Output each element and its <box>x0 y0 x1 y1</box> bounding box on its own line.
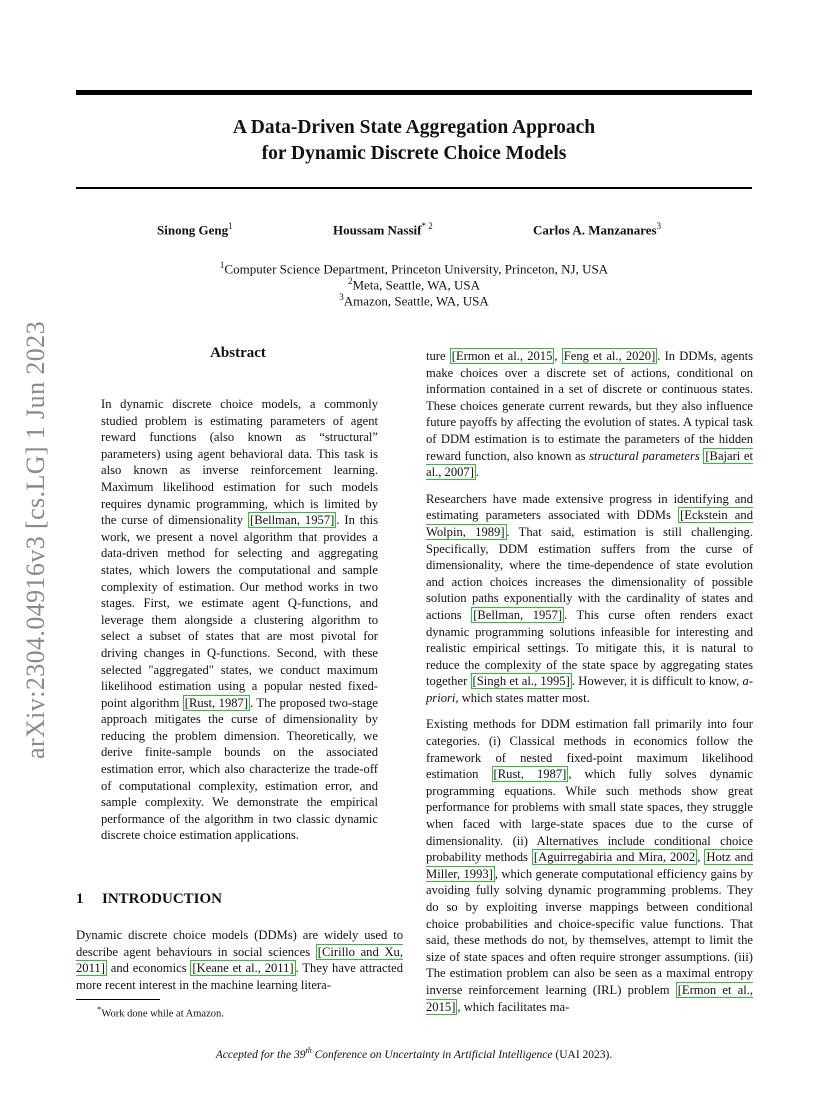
arxiv-identifier[interactable]: arXiv:2304.04916v3 [cs.LG] 1 Jun 2023 <box>21 321 50 759</box>
affiliation-3: $^3$Amazon, Seattle, WA, USA <box>339 292 489 309</box>
citation-link[interactable]: [Rust, 1987] <box>184 695 249 710</box>
paragraph: Existing methods for DDM estimation fall primarily into four categories. (i) Classical methods in economics follow the framework of nested fixed-point maximum likelihood estimation [Rust, 1987] , which fully solves dynamic programming equations. While such methods show great performance for problems with small state spaces, they struggle when faced with large-state spaces due to the curse of dimensionality. (ii) Alternatives include conditional choice probability methods [Aguirregabiria and Mira, 2002 , Hotz and Miller, 1993] , which generate computational efficiency gains by avoiding fully solving dynamic programming problems. They do so by exploiting inverse mappings between conditional choice probabilities and choice-specific value functions. That said, these methods do not, by themselves, attempt to limit the size of state spaces and often require stronger assumptions. (iii) The estimation problem can also be seen as a maximal entropy inverse reinforcement learning (IRL) problem [Ermon et al., 2015] , which facilitates ma- <box>426 717 753 1014</box>
citation-link[interactable]: [Ermon et al., 2015] <box>426 982 753 1014</box>
citation-link[interactable]: [Eckstein and Wolpin, 1989] <box>426 508 753 539</box>
section-heading: 1 INTRODUCTION <box>76 891 223 907</box>
citation-link[interactable]: [Bellman, 1957] <box>250 513 335 528</box>
citation-link[interactable]: Hotz and Miller, 1993] <box>426 850 753 881</box>
citation-link[interactable]: [Rust, 1987] <box>493 767 567 782</box>
footnote: *Work done while at Amazon. <box>97 1004 224 1020</box>
affiliation-2: $^2$Meta, Seattle, WA, USA <box>347 276 481 293</box>
right-column <box>426 348 753 1025</box>
title-rule <box>76 187 752 189</box>
citation-link[interactable]: [Singh et al., 1995] <box>472 674 570 689</box>
paper-title: A Data-Driven State Aggregation Approach for Dynamic Discrete Choice Models <box>232 117 596 164</box>
intro-paragraph: Dynamic discrete choice models (DDMs) are widely used to describe agent behaviours in social sciences [Cirillo and Xu, 2011] and economics [Keane et al., 2011] . They have attracted more recent interest in the machine learning litera- <box>76 928 403 992</box>
affiliation-1: $^1$Computer Science Department, Princeton University, Princeton, NJ, USA <box>219 260 609 277</box>
footnote-rule <box>76 999 160 1000</box>
abstract-heading: Abstract <box>210 345 266 361</box>
citation-link[interactable]: [Aguirregabiria and Mira, 2002 <box>533 850 696 865</box>
author-3: Carlos A. Manzanares$^3$ <box>533 221 662 238</box>
citation-link[interactable]: [Cirillo and Xu, 2011] <box>76 944 403 976</box>
citation-link[interactable]: Feng et al., 2020] <box>563 349 656 363</box>
top-rule <box>76 90 752 95</box>
abstract-text: In dynamic discrete choice models, a commonly studied problem is estimating parameters of agent reward functions (also known as “structural” parameters) using agent behavioral data. This task is also known as inverse reinforcement learning. Maximum likelihood estimation for such models requires dynamic programming, which is limited by the curse of dimensionality [Bellman, 1957] . In this work, we present a novel algorithm that provides a data-driven method for selecting and aggregating states, which lowers the computational and sample complexity of estimation. Our method works in two stages. First, we estimate agent Q-functions, and leverage them alongside a clustering algorithm to select a subset of states that are most pivotal for driving changes in Q-functions. Second, with these selected "aggregated" states, we conduct maximum likelihood estimation using a popular nested fixed-point algorithm [Rust, 1987] . The proposed two-stage approach mitigates the curse of dimensionality by reducing the problem dimension. Theoretically, we derive finite-sample bounds on the associated estimation error, which also characterize the trade-off of computational complexity, estimation error, and sample complexity. We demonstrate the empirical performance of the algorithm in two classic dynamic discrete choice estimation applications. <box>101 397 379 843</box>
paragraph: ture [Ermon et al., 2015 , Feng et al., 2020] . In DDMs, agents make choices over a discrete set of actions, conditional on information contained in a set of discrete or continuous states. These choices generate current rewards, but they also influence future payoffs by affecting the evolution of states. A typical task of DDM estimation is to estimate the parameters of the hidden reward function, also known as structural parameters [Bajari et al., 2007] . <box>426 349 754 480</box>
author-2: Houssam Nassif$^{* 2}$ <box>333 221 433 238</box>
citation-link[interactable]: [Bellman, 1957] <box>473 607 563 622</box>
citation-link[interactable]: [Ermon et al., 2015 <box>451 349 553 363</box>
citation-link[interactable]: [Bajari et al., 2007] <box>426 448 753 480</box>
page-footer: Accepted for the 39th Conference on Uncertainty in Artificial Intelligence (UAI 2023). <box>215 1046 613 1061</box>
author-1: Sinong Geng$^1$ <box>157 221 233 238</box>
citation-link[interactable]: [Keane et al., 2011] <box>192 961 294 976</box>
paragraph: Researchers have made extensive progress in identifying and estimating parameters associated with DDMs [Eckstein and Wolpin, 1989] . That said, estimation is still challenging. Specifically, DDM estimation suffers from the curse of dimensionality, where the time-dependence of state evolution and action choices increases the dimensionality of possible solution paths exponentially with the cardinality of states and actions [Bellman, 1957] . This curse often renders exact dynamic programming solutions infeasible for interesting and realistic empirical settings. To mitigate this, it is natural to reduce the complexity of the state space by aggregating states together [Singh et al., 1995] . However, it is difficult to know, a-priori, which states matter most. <box>426 491 754 705</box>
